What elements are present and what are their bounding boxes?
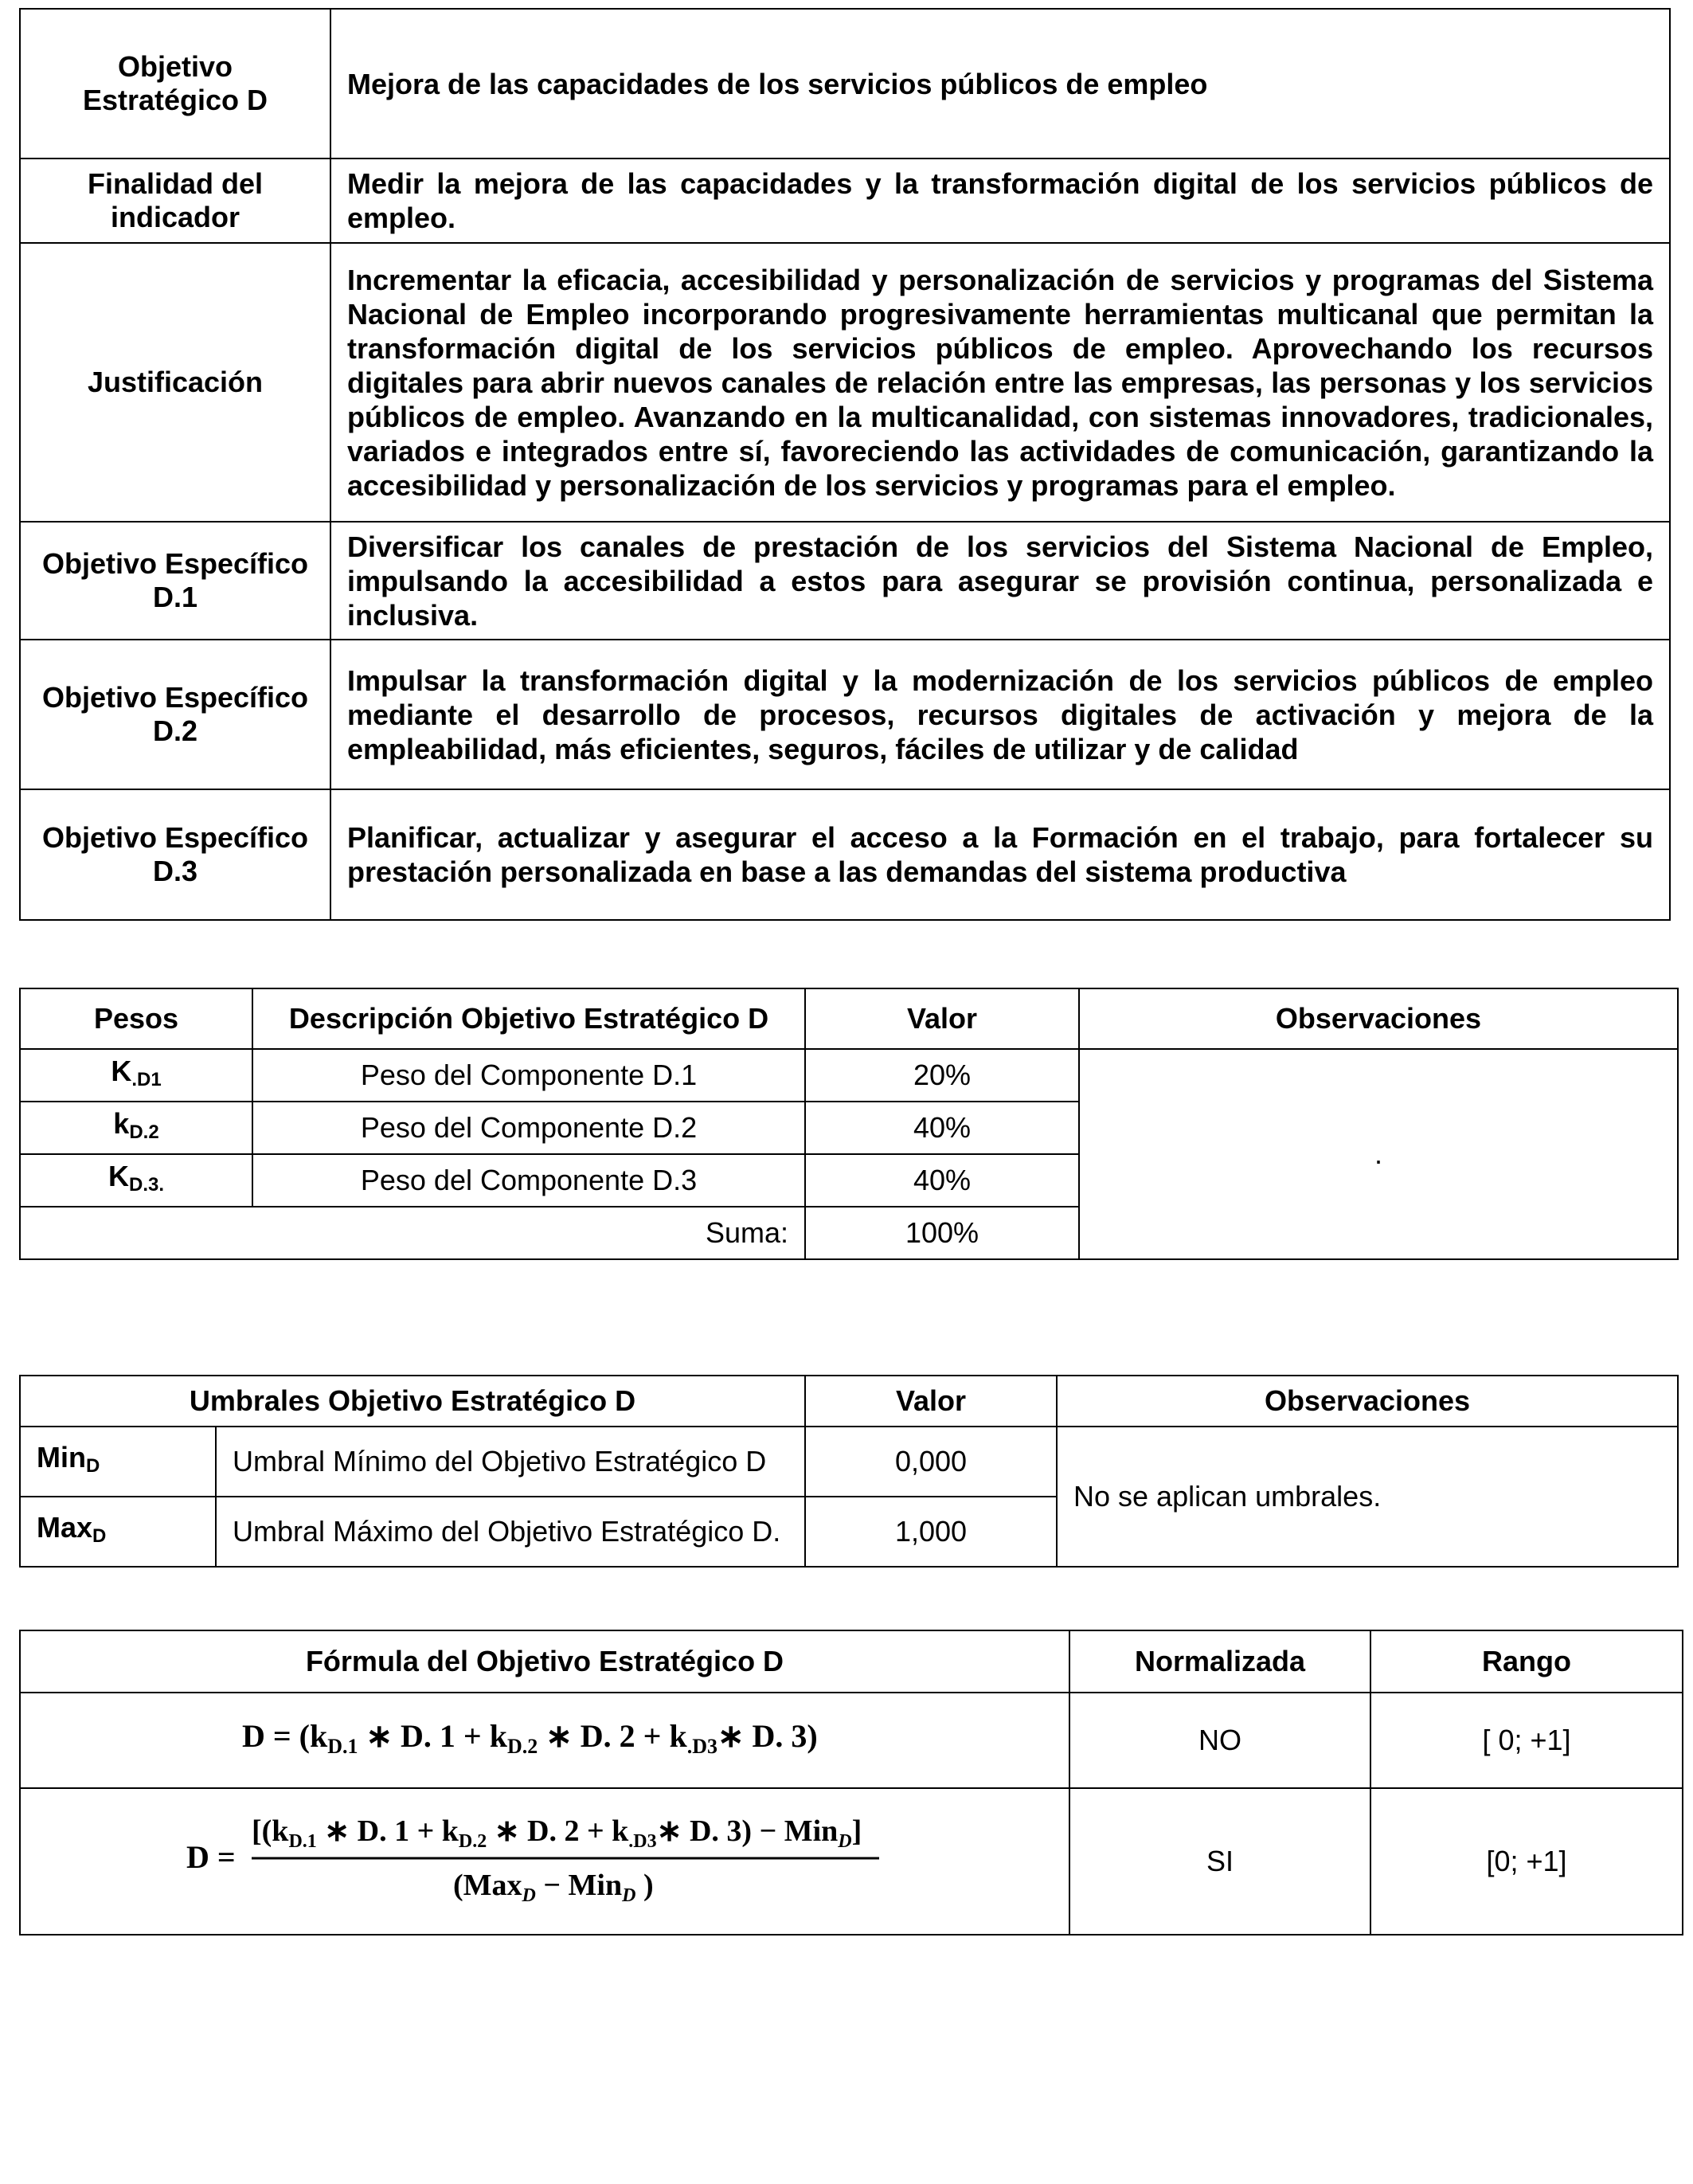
svg-text:[(kD.1 ∗ D. 1 + kD.2 ∗ D. 2 +: [($k_{D.1}$ ∗ D. $1 + k_{D.2}$ ∗ D. $2 + k_{.D3}∗$ D. 3) − Min$_D$] xyxy=(252,1814,862,1852)
row-text: Mejora de las capacidades de los servicios públicos de empleo xyxy=(330,9,1670,159)
formula-table xyxy=(19,1630,1683,1935)
table-header-row xyxy=(20,1376,1678,1427)
header-observaciones: Observaciones xyxy=(1057,1376,1678,1427)
table-row xyxy=(20,1427,1678,1497)
threshold-description: Umbral Mínimo del Objetivo Estratégico D xyxy=(216,1427,805,1497)
table-row xyxy=(20,243,1670,522)
table-row xyxy=(20,1788,1683,1935)
weight-code: $K_{D.3.}$ xyxy=(20,1154,252,1207)
weight-value: 40% xyxy=(805,1154,1079,1207)
header-normalizada: Normalizada xyxy=(1069,1630,1370,1693)
formula-range: [ 0; +1] xyxy=(1370,1693,1683,1788)
formula-image xyxy=(20,1788,1069,1935)
row-label: Objetivo Específico D.3 xyxy=(20,789,330,920)
row-text: Medir la mejora de las capacidades y la transformación digital de los servicios públicos de empleo. xyxy=(330,159,1670,243)
table-row xyxy=(20,1693,1683,1788)
row-label: Objetivo Específico D.2 xyxy=(20,640,330,789)
row-label: Finalidad del indicador xyxy=(20,159,330,243)
table-row xyxy=(20,640,1670,789)
weight-description: Peso del Componente D.1 xyxy=(252,1049,805,1102)
weights-observations: . xyxy=(1079,1049,1678,1259)
header-umbrales: Umbrales Objetivo Estratégico D xyxy=(20,1376,805,1427)
weight-value: 20% xyxy=(805,1049,1079,1102)
header-valor: Valor xyxy=(805,988,1079,1049)
weight-code: $K_{.D1}$ xyxy=(20,1049,252,1102)
formula-normalized-expression xyxy=(186,1806,903,1909)
table-header-row xyxy=(20,1630,1683,1693)
formula-range: [0; +1] xyxy=(1370,1788,1683,1935)
header-pesos: Pesos xyxy=(20,988,252,1049)
formula-normalized: NO xyxy=(1069,1693,1370,1788)
thresholds-observations: No se aplican umbrales. xyxy=(1057,1427,1678,1567)
formula-normalized: SI xyxy=(1069,1788,1370,1935)
formula-image xyxy=(20,1693,1069,1788)
threshold-value: 1,000 xyxy=(805,1497,1057,1567)
header-formula: Fórmula del Objetivo Estratégico D xyxy=(20,1630,1069,1693)
weight-description: Peso del Componente D.3 xyxy=(252,1154,805,1207)
threshold-code: Min$_D$ xyxy=(20,1427,216,1497)
weight-value: 40% xyxy=(805,1102,1079,1154)
table-row xyxy=(20,159,1670,243)
table-row xyxy=(20,522,1670,640)
table-row xyxy=(20,9,1670,159)
thresholds-table xyxy=(19,1375,1679,1568)
weight-description: Peso del Componente D.2 xyxy=(252,1102,805,1154)
row-text: Diversificar los canales de prestación de los servicios del Sistema Nacional de Empleo, impulsando la accesibilidad a estos para asegurar se provisión continua, personalizada e inclusiva. xyxy=(330,522,1670,640)
row-text: Planificar, actualizar y asegurar el acceso a la Formación en el trabajo, para fortalecer su prestación personalizada en base a las demandas del sistema productiva xyxy=(330,789,1670,920)
row-label: Objetivo Específico D.1 xyxy=(20,522,330,640)
header-rango: Rango xyxy=(1370,1630,1683,1693)
svg-text:(MaxD − MinD ): (Max$_D$ − Min$_D$ ) xyxy=(453,1869,654,1906)
formula-unnormalized xyxy=(242,1708,847,1764)
sum-label: Suma: xyxy=(20,1207,805,1259)
table-header-row xyxy=(20,988,1678,1049)
table-row xyxy=(20,1049,1678,1102)
weight-code: $k_{D.2}$ xyxy=(20,1102,252,1154)
threshold-value: 0,000 xyxy=(805,1427,1057,1497)
header-observaciones: Observaciones xyxy=(1079,988,1678,1049)
row-text: Impulsar la transformación digital y la modernización de los servicios públicos de empleo mediante el desarrollo de procesos, recursos digitales de activación y mejora de la empleabilidad, más eficientes, seguros, fáciles de utilizar y de calidad xyxy=(330,640,1670,789)
table-row xyxy=(20,789,1670,920)
svg-text:D = (kD.1 ∗ D. 1 + kD.2 ∗ D.: $D = (k_{D.1}$ ∗ D. $1 + k_{D.2}$ ∗ D. $2 + k_{.D3}∗$ D. 3) xyxy=(242,1718,818,1758)
weights-table xyxy=(19,988,1679,1260)
row-text: Incrementar la eficacia, accesibilidad y personalización de servicios y programas del Sistema Nacional de Empleo incorporando progresivamente herramientas multicanal que permitan la transformación digital de los servicios públicos de empleo. Aprovechando los recursos digitales para abrir nuevos canales de relación entre las empresas, las personas y los servicios públicos de empleo. Avanzando en la multicanalidad, con sistemas innovadores, tradicionales, variados e integrados entre sí, favoreciendo las actividades de comunicación, garantizando la accesibilidad y personalización de los servicios y programas para el empleo. xyxy=(330,243,1670,522)
objective-table xyxy=(19,8,1671,921)
threshold-description: Umbral Máximo del Objetivo Estratégico D. xyxy=(216,1497,805,1567)
threshold-code: Max$_D$ xyxy=(20,1497,216,1567)
svg-text:D =: D = xyxy=(186,1839,236,1875)
row-label: Justificación xyxy=(20,243,330,522)
header-valor: Valor xyxy=(805,1376,1057,1427)
row-label: Objetivo Estratégico D xyxy=(20,9,330,159)
header-descripcion: Descripción Objetivo Estratégico D xyxy=(252,988,805,1049)
sum-value: 100% xyxy=(805,1207,1079,1259)
